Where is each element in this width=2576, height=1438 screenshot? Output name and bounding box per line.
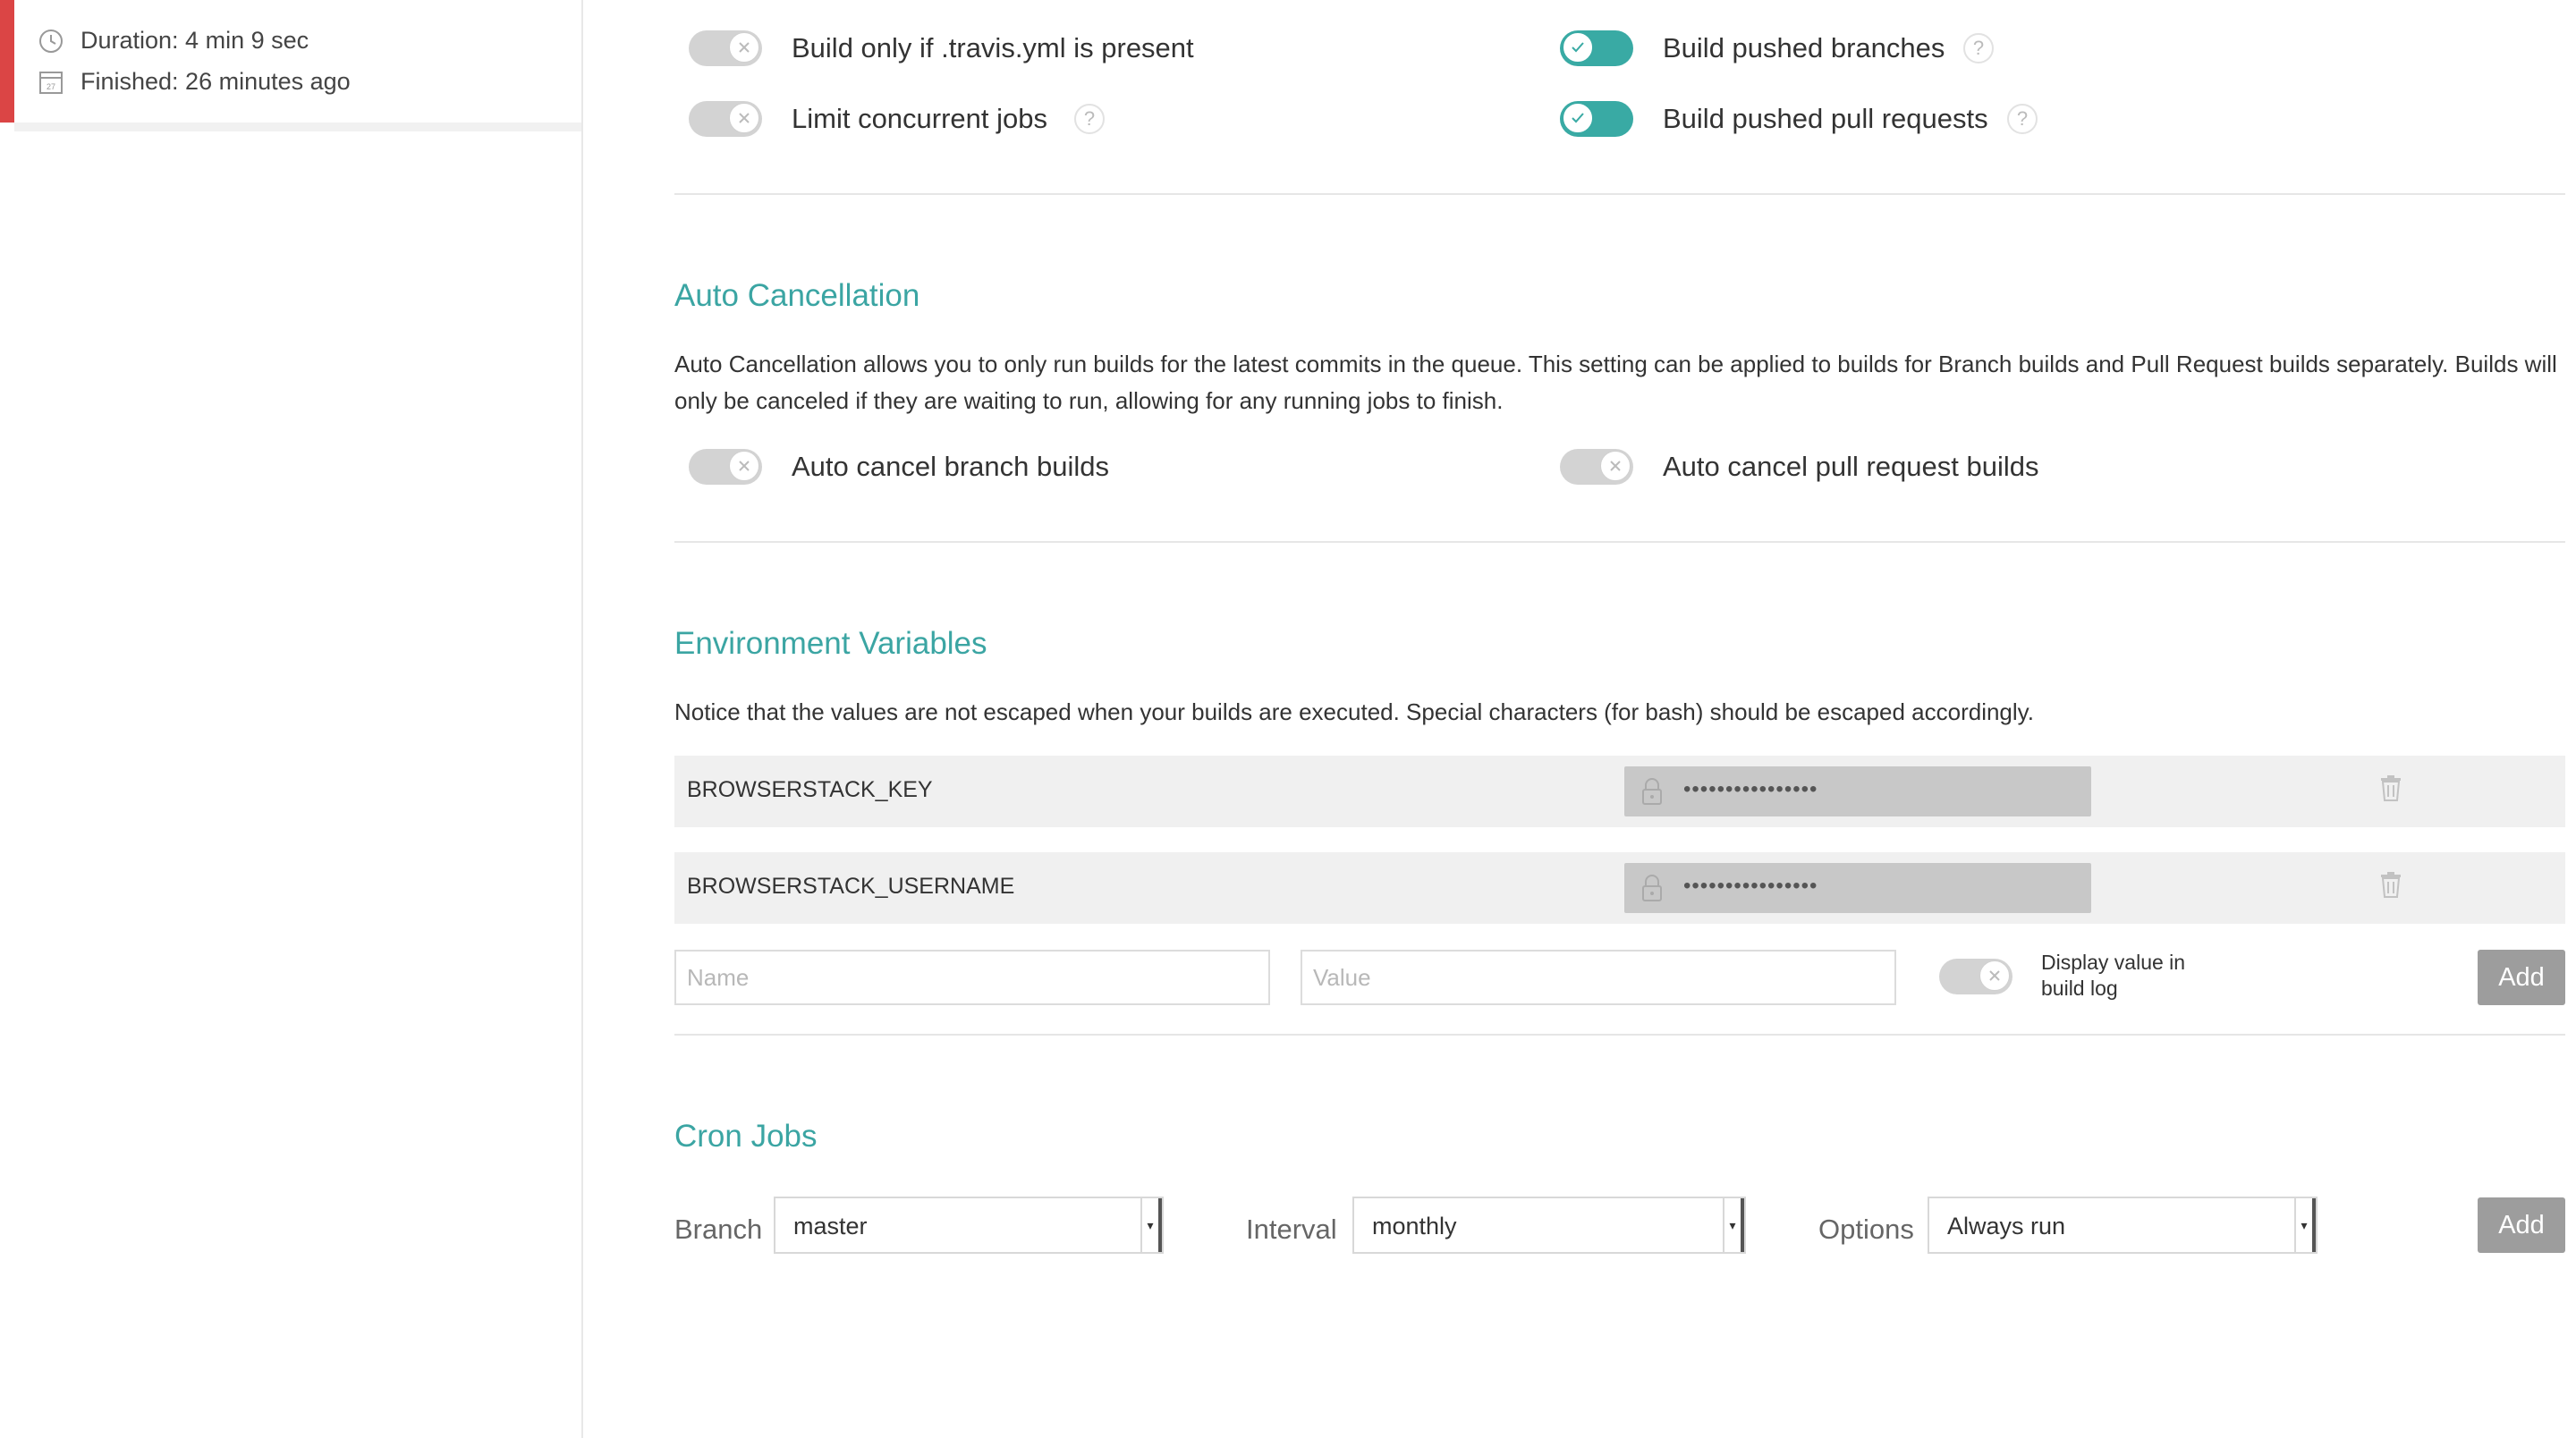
finished-row — [38, 68, 351, 96]
chevron-down-icon: ▾ — [1723, 1198, 1744, 1252]
masked-value: •••••••••••••••• — [1683, 874, 1818, 898]
cron-options-select[interactable] — [1928, 1197, 2318, 1254]
build-status-bar — [0, 0, 14, 123]
clock-icon — [38, 28, 64, 55]
env-name-field[interactable] — [674, 950, 1270, 1005]
chevron-down-icon: ▾ — [2294, 1198, 2316, 1252]
build-pushed-branches-toggle[interactable] — [1560, 30, 1633, 66]
build-pushed-branches-label: Build pushed branches — [1663, 32, 1945, 63]
lock-icon — [1640, 777, 1664, 806]
add-env-var-button[interactable]: Add — [2478, 950, 2565, 1005]
auto-cancel-pull-request-builds-toggle[interactable] — [1560, 449, 1633, 485]
auto-cancellation-title: Auto Cancellation — [674, 278, 920, 313]
limit-concurrent-jobs-help-icon[interactable]: ? — [1074, 104, 1105, 134]
finished-text: Finished: 26 minutes ago — [80, 68, 351, 95]
checkmark-icon — [1570, 39, 1586, 55]
env-var-name: BROWSERSTACK_KEY — [687, 777, 933, 802]
x-icon — [737, 459, 751, 473]
cron-options-value: Always run — [1947, 1213, 2066, 1239]
env-vars-notice: Notice that the values are not escaped when your builds are executed. Special characters (for bash) should be escaped accordingly. — [674, 698, 2034, 725]
build-only-if-travis-yml-label: Build only if .travis.yml is present — [792, 32, 1194, 63]
cron-interval-label: Interval — [1246, 1214, 1337, 1245]
auto-cancel-branch-builds-toggle[interactable] — [689, 449, 762, 485]
toggle-knob — [729, 103, 759, 133]
env-value-input[interactable] — [1302, 952, 1894, 1003]
trash-icon[interactable] — [2379, 870, 2402, 899]
calendar-day: 27 — [46, 81, 56, 91]
duration-text: Duration: 4 min 9 sec — [80, 27, 309, 54]
toggle-knob — [1563, 32, 1593, 63]
calendar-icon — [38, 69, 64, 96]
chevron-down-icon: ▾ — [1140, 1198, 1162, 1252]
x-icon — [1608, 459, 1623, 473]
toggle-knob — [1600, 451, 1631, 481]
cron-interval-value: monthly — [1372, 1213, 1457, 1239]
build-pushed-pull-requests-toggle[interactable] — [1560, 101, 1633, 137]
section-divider — [674, 193, 2565, 195]
x-icon — [737, 111, 751, 125]
env-var-row — [674, 852, 2565, 924]
lock-icon — [1640, 874, 1664, 902]
section-divider — [674, 541, 2565, 543]
toggle-knob — [1979, 960, 2010, 991]
add-cron-job-button[interactable]: Add — [2478, 1197, 2565, 1253]
cron-branch-label: Branch — [674, 1214, 763, 1245]
env-var-name: BROWSERSTACK_USERNAME — [687, 874, 1015, 899]
limit-concurrent-jobs-label: Limit concurrent jobs — [792, 103, 1048, 134]
x-icon — [737, 40, 751, 55]
auto-cancellation-description: Auto Cancellation allows you to only run builds for the latest commits in the queue. This setting can be applied to builds for Branch builds and Pull Request builds separately. Builds will only be canceled if they are waiting to run, allowing for any running jobs to finish. — [674, 351, 2557, 414]
cron-branch-select[interactable] — [774, 1197, 1164, 1254]
build-only-if-travis-yml-toggle[interactable] — [689, 30, 762, 66]
display-value-label: Display value in build log — [2041, 951, 2186, 1000]
x-icon — [1987, 969, 2002, 983]
cron-interval-select[interactable] — [1352, 1197, 1746, 1254]
cron-branch-value: master — [793, 1213, 868, 1239]
toggle-knob — [729, 451, 759, 481]
env-var-value — [1624, 766, 2091, 816]
env-var-row — [674, 756, 2565, 827]
build-pushed-branches-help-icon[interactable]: ? — [1963, 33, 1994, 63]
display-value-toggle[interactable] — [1939, 959, 2012, 994]
build-pushed-pull-requests-label: Build pushed pull requests — [1663, 103, 1988, 134]
env-name-input[interactable] — [676, 952, 1268, 1003]
trash-icon[interactable] — [2379, 774, 2402, 802]
masked-value: •••••••••••••••• — [1683, 777, 1818, 801]
toggle-knob — [729, 32, 759, 63]
sidebar — [0, 0, 583, 1438]
auto-cancel-pull-request-builds-label: Auto cancel pull request builds — [1663, 451, 2039, 482]
cron-options-label: Options — [1818, 1214, 1914, 1245]
build-pushed-pull-requests-help-icon[interactable]: ? — [2007, 104, 2038, 134]
env-var-value — [1624, 863, 2091, 913]
build-summary — [14, 0, 581, 131]
limit-concurrent-jobs-toggle[interactable] — [689, 101, 762, 137]
section-divider — [674, 1034, 2565, 1036]
duration-row — [38, 27, 309, 55]
env-vars-title: Environment Variables — [674, 626, 987, 661]
env-value-field[interactable] — [1301, 950, 1896, 1005]
auto-cancel-branch-builds-label: Auto cancel branch builds — [792, 451, 1110, 482]
cron-jobs-title: Cron Jobs — [674, 1119, 818, 1154]
toggle-knob — [1563, 103, 1593, 133]
checkmark-icon — [1570, 110, 1586, 126]
